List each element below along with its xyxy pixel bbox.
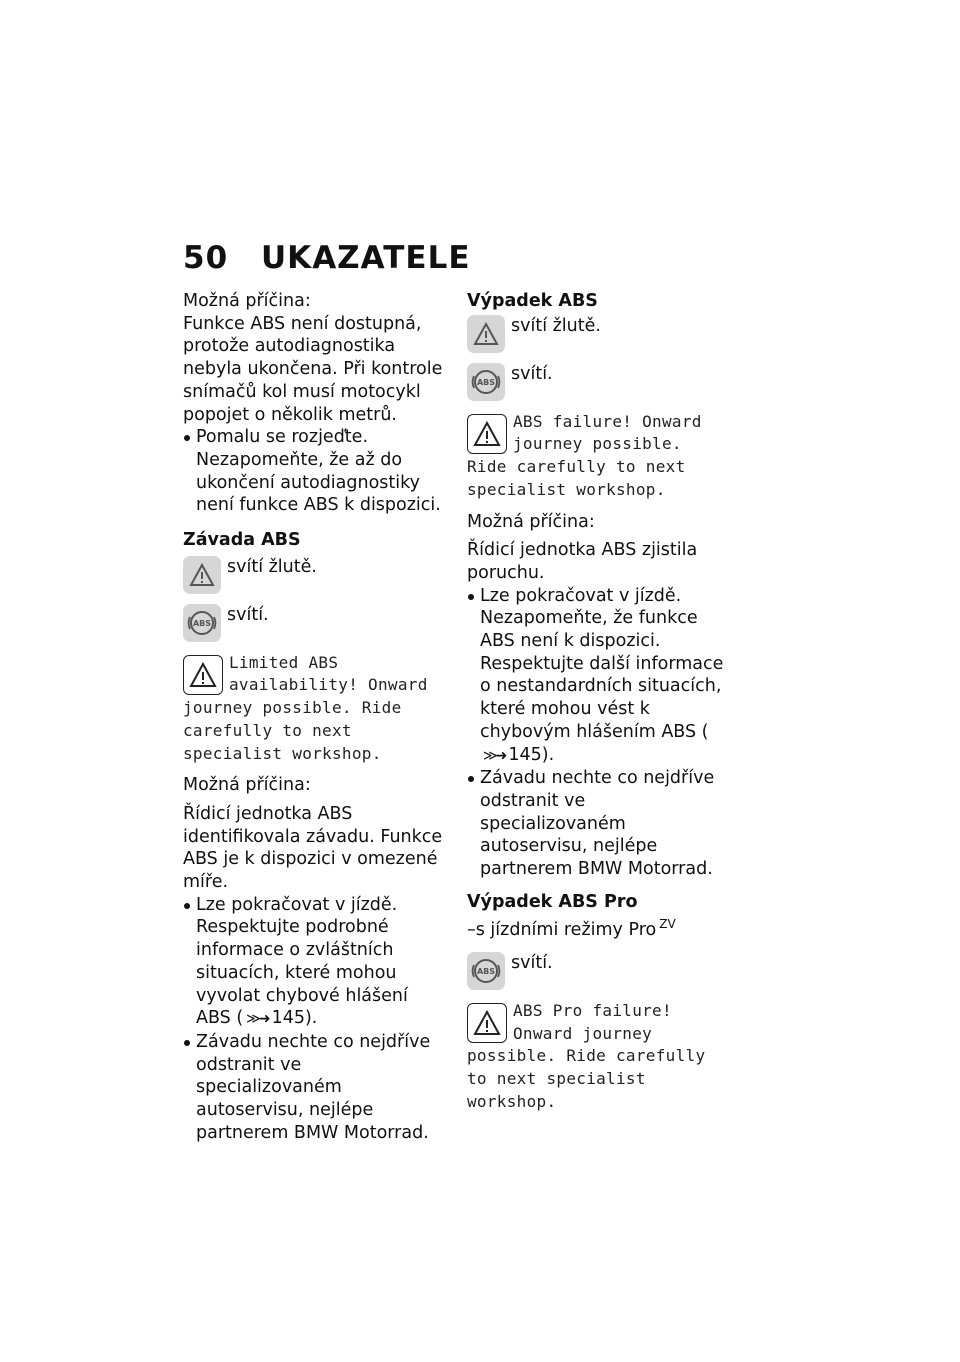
cause-label: Možná příčina: — [183, 775, 311, 796]
bullet-item: Závadu nechte co nejdříve odstranit ve specializovaném autoservisu, nejlépe partnerem BMW Motorrad. — [183, 1031, 445, 1145]
pro-note — [467, 913, 729, 942]
display-message: Limited ABS availability! Onward journey possible. Ride carefully to next specialist workshop. — [183, 652, 428, 763]
section-heading-vypadek-abs-pro: Výpadek ABS Pro — [467, 891, 638, 912]
warning-triangle-icon — [183, 556, 221, 594]
lamp-status-text: svítí žlutě. — [227, 556, 317, 577]
warning-lamp-row — [183, 556, 445, 594]
cause-text: Funkce ABS není dostupná, protože autodiagnostika nebyla ukončena. Při kontrole snímačů kol musí motocykl popojet o několik metrů. — [183, 313, 443, 425]
abs-lamp-label: ABS — [476, 377, 496, 387]
bullet-item — [467, 585, 729, 768]
page-title: UKAZATELE — [261, 240, 471, 276]
page-reference-arrow-icon: ≫➜ — [483, 747, 506, 764]
warning-triangle-icon — [183, 655, 223, 695]
abs-lamp-icon — [467, 363, 505, 401]
page-reference-arrow-icon: ≫➜ — [246, 1011, 269, 1028]
warning-lamp-row — [467, 315, 729, 353]
section-heading-vypadek-abs: Výpadek ABS — [467, 291, 598, 311]
cause-label: Možná příčina: — [183, 291, 311, 311]
abs-lamp-icon — [183, 604, 221, 642]
abs-lamp-label: ABS — [476, 967, 496, 976]
display-message-block — [183, 652, 445, 766]
optional-equipment-marker: ZV — [659, 917, 676, 932]
abs-lamp-icon — [467, 952, 505, 990]
right-column — [467, 290, 729, 1114]
bullet-item — [183, 894, 445, 1031]
cause-text: Řídicí jednotka ABS identifikovala závadu. Funkce ABS je k dispozici v omezené míře. — [183, 803, 443, 893]
abs-lamp-label: ABS — [192, 618, 212, 628]
warning-triangle-icon — [467, 1003, 507, 1043]
abs-lamp-row — [183, 604, 445, 642]
cause-text: Řídicí jednotka ABS zjistila poruchu. — [467, 540, 698, 583]
bullet-item: Pomalu se rozjeďte. Nezapomeňte, že až do ukončení autodiagnostiky není funkce ABS k dispozici. — [183, 426, 445, 517]
page-number: 50 — [183, 240, 229, 276]
warning-triangle-icon — [467, 315, 505, 353]
pro-note-text: –s jízdními režimy Pro — [467, 920, 657, 941]
bullet-text: Lze pokračovat v jízdě. Respektujte podrobné informace o zvláštních situacích, které mohou vyvolat chybové hlášení ABS ( — [196, 894, 408, 1029]
warning-triangle-icon — [467, 414, 507, 454]
display-message: ABS Pro failure! Onward journey possible. Ride carefully to next specialist workshop. — [467, 1001, 706, 1111]
display-message-block — [467, 411, 729, 502]
page-reference[interactable]: 145). — [508, 744, 555, 765]
section-heading-zavada-abs: Závada ABS — [183, 530, 301, 551]
page-reference[interactable]: 145). — [271, 1008, 318, 1029]
display-message: ABS failure! Onward journey possible. Ride carefully to next specialist workshop. — [467, 411, 702, 499]
lamp-status-text: svítí. — [227, 604, 269, 625]
bullet-text: Lze pokračovat v jízdě. Nezapomeňte, že funkce ABS není k dispozici. Respektujte další informace o nestandardních situacích, které mohou vést k chybovým hlášením ABS ( — [480, 585, 724, 742]
cause-label: Možná příčina: — [467, 511, 595, 532]
abs-lamp-row — [467, 363, 729, 401]
display-message-block — [467, 1000, 729, 1114]
lamp-status-text: svítí. — [511, 953, 553, 973]
lamp-status-text: svítí žlutě. — [511, 315, 601, 336]
left-column — [183, 290, 445, 1145]
bullet-item: Závadu nechte co nejdříve odstranit ve specializovaném autoservisu, nejlépe partnerem BMW Motorrad. — [467, 767, 729, 881]
lamp-status-text: svítí. — [511, 363, 553, 384]
abs-lamp-row — [467, 952, 729, 990]
page-header — [183, 240, 471, 276]
